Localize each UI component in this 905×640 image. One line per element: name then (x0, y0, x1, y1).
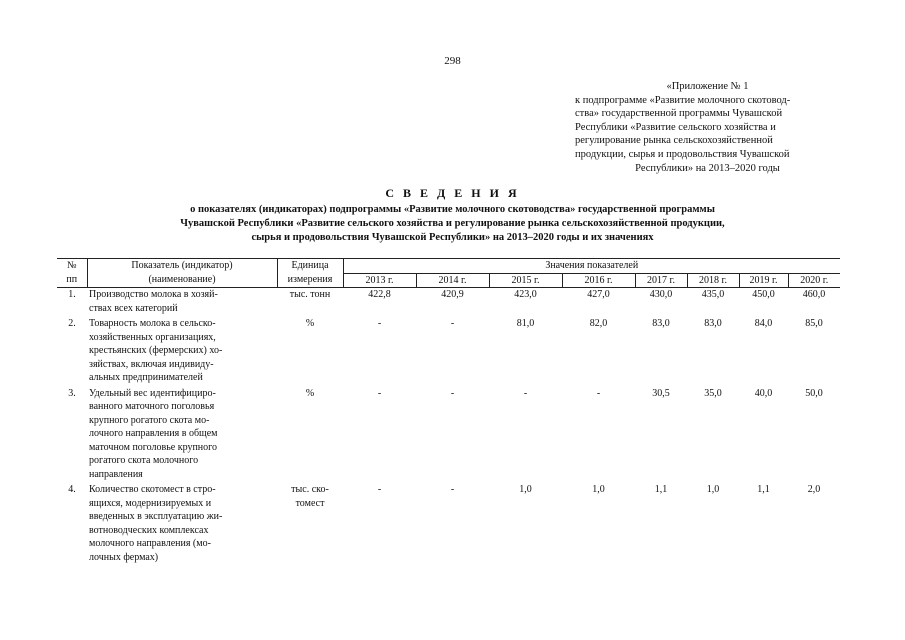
indicator-value: 50,0 (805, 387, 823, 399)
indicator-name-line: альных предпринимателей (89, 372, 203, 383)
indicator-value: 82,0 (589, 318, 608, 329)
indicator-value: 83,0 (704, 318, 722, 329)
indicator-value: 427,0 (587, 289, 610, 300)
row-number: 1. (68, 289, 76, 300)
indicator-name-line: крестьянских (фермерских) хо- (89, 345, 223, 356)
indicator-value: 35,0 (704, 387, 722, 399)
appendix-line: ства» государственной программы Чувашской (575, 108, 783, 120)
indicators-table (57, 258, 840, 566)
table-row (57, 288, 840, 318)
indicator-value: 435,0 (701, 289, 725, 300)
unit-of-measure (277, 288, 343, 318)
indicator-value: 1,0 (519, 484, 532, 495)
indicator-value: 430,0 (649, 289, 673, 300)
indicator-name-line: Количество скотомест в стро- (89, 484, 216, 495)
indicator-name-line: лочных фермах) (89, 551, 159, 563)
header-unit: Единица измерения (277, 259, 343, 288)
indicator-value: - (450, 318, 455, 329)
indicator-name-line: зяйствах, включая индивиду- (89, 358, 214, 370)
appendix-line: к подпрограмме «Развитие молочного скотовод- (575, 94, 791, 106)
indicator-value: 30,5 (652, 387, 670, 399)
indicator-value: 2,0 (807, 484, 821, 495)
unit-line: томест (295, 497, 325, 509)
indicator-name-line: маточном поголовье крупного (89, 441, 218, 453)
header-year: 2020 г. (788, 273, 840, 288)
indicator-name-line: Производство молока в хозяй- (89, 289, 218, 300)
indicator-name-line: рогатого скота молочного (89, 455, 199, 466)
indicator-value: - (450, 387, 455, 399)
unit-of-measure (277, 317, 343, 387)
indicator-name (87, 483, 277, 566)
unit-line: % (305, 318, 315, 329)
header-year: 2015 г. (489, 273, 562, 288)
subtitle-line: о показателях (индикаторах) подпрограммы «Развитие молочного скотоводства» государственной программы (190, 204, 715, 215)
appendix-line: Республики «Развитие сельского хозяйства и (575, 121, 776, 133)
indicator-value: 1,0 (592, 484, 605, 495)
indicator-name-line: направления (89, 468, 143, 480)
header-year: 2013 г. (343, 273, 416, 288)
appendix-title: «Приложение № 1 (666, 81, 749, 92)
header-values-group: Значения показателей (343, 259, 840, 274)
header-year: 2017 г. (635, 273, 687, 288)
unit-of-measure (277, 483, 343, 566)
indicator-value: 422,8 (368, 289, 391, 300)
indicator-value: - (377, 318, 382, 329)
row-number: 3. (68, 387, 76, 399)
indicator-name-line: ствах всех категорий (89, 302, 178, 314)
table-row (57, 483, 840, 566)
indicator-value: - (450, 484, 455, 495)
unit-line: тыс. ско- (291, 484, 329, 495)
appendix-note (575, 80, 840, 175)
page-number: 298 (444, 55, 461, 67)
indicator-value: - (523, 387, 528, 399)
indicator-value: 423,0 (514, 289, 537, 300)
table-body (57, 288, 840, 567)
indicator-name-line: введенных в эксплуатацию жи- (89, 511, 223, 522)
indicator-value: 420,9 (441, 289, 464, 300)
indicator-name-line: ванного маточного поголовья (89, 401, 215, 412)
indicator-name (87, 387, 277, 484)
indicator-name-line: Товарность молока в сельско- (89, 318, 216, 329)
indicator-name-line: хозяйственных организациях, (89, 331, 216, 343)
indicator-value: 460,0 (802, 289, 826, 300)
header-indicator: Показатель (индикатор) (наименование) (87, 259, 277, 288)
indicator-name (87, 288, 277, 318)
subtitle-line: сырья и продовольствия Чувашской Республики» на 2013–2020 годы и их значениях (251, 232, 654, 243)
indicator-value: 81,0 (516, 318, 535, 329)
document-subtitle (80, 203, 825, 245)
indicator-name-line: лочного направления в общем (89, 428, 218, 439)
indicator-value: - (596, 387, 601, 399)
appendix-line: регулирование рынка сельскохозяйственной (575, 135, 773, 147)
appendix-line: Республики» на 2013–2020 годы (635, 162, 780, 174)
indicator-value: 1,1 (654, 484, 668, 495)
appendix-body (575, 94, 840, 162)
indicator-name-line: крупного рогатого скота мо- (89, 414, 210, 426)
row-number: 2. (68, 318, 76, 329)
table-row (57, 387, 840, 484)
header-year: 2019 г. (739, 273, 788, 288)
header-year: 2016 г. (562, 273, 635, 288)
indicator-value: - (377, 484, 382, 495)
indicator-name-line: молочного направления (мо- (89, 538, 211, 549)
header-number: № пп (57, 259, 87, 288)
indicator-value: 1,1 (757, 484, 770, 495)
indicator-value: 85,0 (805, 318, 823, 329)
indicator-value: - (377, 387, 382, 399)
indicator-value: 40,0 (754, 387, 773, 399)
header-year: 2014 г. (416, 273, 489, 288)
indicator-name-line: вотноводческих комплексах (89, 524, 209, 536)
document-title: С В Е Д Е Н И Я (385, 186, 520, 200)
indicator-name-line: ящихся, модернизируемых и (89, 497, 212, 509)
header-year: 2018 г. (687, 273, 739, 288)
unit-of-measure (277, 387, 343, 484)
unit-line: тыс. тонн (289, 289, 331, 300)
indicator-value: 84,0 (754, 318, 773, 329)
indicator-value: 1,0 (706, 484, 720, 495)
unit-line: % (305, 387, 315, 399)
appendix-line: продукции, сырья и продовольствия Чувашской (575, 148, 790, 160)
indicator-value: 83,0 (652, 318, 670, 329)
indicator-name (87, 317, 277, 387)
row-number: 4. (68, 484, 76, 495)
indicator-name-line: Удельный вес идентифициро- (89, 387, 216, 399)
indicator-value: 450,0 (752, 289, 775, 300)
table-row (57, 317, 840, 387)
document-heading (80, 186, 825, 245)
subtitle-line: Чувашской Республики «Развитие сельского хозяйства и регулирование рынка сельскохозяйственной продукции, (180, 218, 725, 229)
